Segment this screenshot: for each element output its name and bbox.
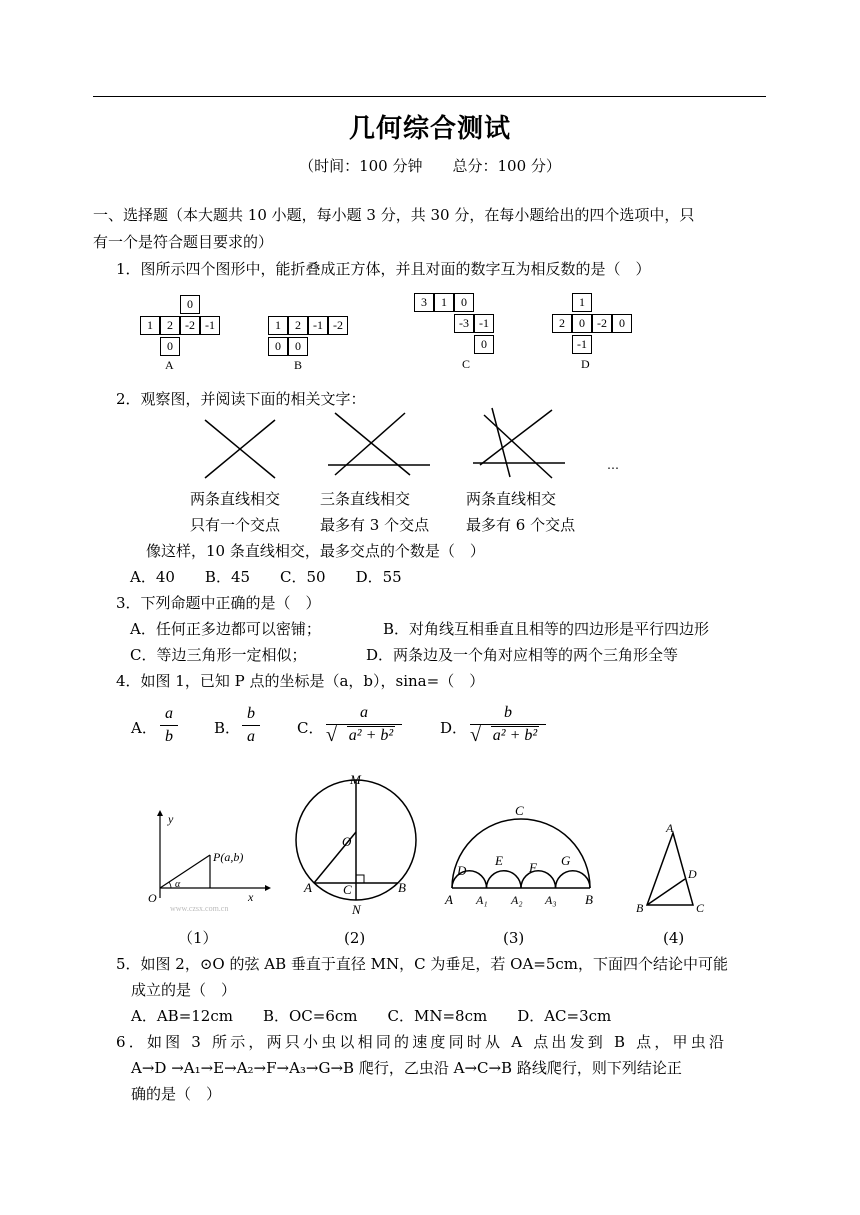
fraction-b [242, 705, 260, 746]
net-cell: 3 [414, 293, 434, 312]
caption-line2: 只有一个交点 [190, 516, 281, 534]
net-cell: -2 [592, 314, 612, 333]
question-6-cont: A→D →A₁→E→A₂→F→A₃→G→B 爬行，乙虫沿 A→C→B 路线爬行，则下列结论正 [131, 1059, 682, 1077]
angle-arc [169, 882, 171, 888]
angle-label: α [175, 879, 181, 890]
net-cell: -3 [454, 314, 474, 333]
figure-2 [295, 770, 420, 918]
net-label: B [294, 358, 303, 372]
net-cell: -2 [180, 316, 200, 335]
numerator: b [247, 705, 255, 722]
figure-3 [440, 800, 600, 912]
label-a: A [445, 892, 453, 907]
section-heading: 一、选择题（本大题共 10 小题，每小题 3 分，共 30 分，在每小题给出的四个选项中，只 [93, 206, 695, 224]
option-a: A．任何正多边都可以密铺； [130, 620, 321, 638]
question-4: 4．如图 1，已知 P 点的坐标是（a，b），sina=（ ） [116, 672, 485, 690]
fraction-a [160, 705, 178, 746]
denominator: a² + b² [492, 727, 538, 744]
fraction-bar [470, 724, 546, 725]
caption-line1: 两条直线相交 [190, 490, 281, 508]
origin-label: O [148, 891, 157, 905]
label-a1: A₁ [476, 893, 488, 907]
question-2-ask: 像这样，10 条直线相交，最多交点的个数是（ ） [146, 542, 485, 560]
net-cell: 0 [268, 337, 288, 356]
net-cell: 1 [140, 316, 160, 335]
net-label: C [462, 357, 471, 371]
net-cell: 2 [288, 316, 308, 335]
numerator: a [360, 704, 368, 721]
net-b [266, 295, 366, 375]
sqrt-denominator [470, 724, 546, 746]
intersecting-lines-figure [190, 405, 650, 485]
label-e: E [495, 853, 503, 868]
caption-line2: 最多有 3 个交点 [320, 516, 430, 534]
point-label: P(a,b) [213, 850, 244, 864]
x-label: x [248, 890, 254, 904]
option-a-label: A． [131, 719, 157, 737]
label-f: F [529, 860, 537, 875]
page-subtitle: （时间：100 分钟 总分：100 分） [299, 157, 561, 175]
option-d: D．两条边及一个角对应相等的两个三角形全等 [366, 646, 679, 664]
figure-caption: （1） [178, 929, 218, 947]
y-arrow-icon [157, 810, 163, 816]
ellipsis: … [607, 458, 619, 472]
figure-caption: (2) [344, 929, 366, 947]
label-d: D [457, 863, 467, 878]
label-g: G [561, 853, 571, 868]
net-d [550, 293, 650, 373]
figure-caption: (3) [503, 929, 525, 947]
figure-4 [628, 818, 718, 918]
label-b: B [636, 901, 644, 915]
small-semicircle [521, 871, 556, 888]
option-b-label: B． [214, 719, 241, 737]
net-cell: 2 [552, 314, 572, 333]
net-cell: -1 [474, 314, 494, 333]
label-b: B [585, 892, 593, 907]
net-cell: 0 [474, 335, 494, 354]
ray-op [160, 855, 210, 888]
net-cell: -1 [572, 335, 592, 354]
question-5: 5．如图 2，⊙O 的弦 AB 垂直于直径 MN，C 为垂足，若 OA=5cm，下面四个结论中可能 [116, 955, 729, 973]
fraction-d [470, 704, 546, 745]
sqrt-icon: √ [326, 724, 337, 746]
net-cell: -1 [308, 316, 328, 335]
y-label: y [168, 812, 174, 826]
x-arrow-icon [265, 885, 271, 891]
question-3: 3．下列命题中正确的是（ ） [116, 594, 321, 612]
net-a [138, 295, 228, 375]
watermark: www.czsx.com.cn [170, 904, 229, 913]
label-d: D [688, 867, 697, 881]
page-title: 几何综合测试 [348, 114, 511, 144]
label-a2: A₂ [511, 893, 523, 907]
label-a3: A₃ [545, 893, 557, 907]
label-m: M [350, 772, 361, 787]
header-rule [93, 96, 766, 97]
fraction-bar [326, 724, 402, 725]
net-cell: 1 [268, 316, 288, 335]
option-d-label: D． [440, 719, 468, 737]
caption-line1: 三条直线相交 [320, 490, 411, 508]
small-semicircle [556, 871, 591, 888]
line [484, 415, 552, 478]
denominator: a [247, 728, 255, 745]
net-cell: 2 [160, 316, 180, 335]
line [480, 410, 552, 465]
sqrt-icon: √ [470, 724, 481, 746]
label-c: C [696, 901, 705, 915]
numerator: b [504, 704, 512, 721]
denominator: a² + b² [348, 727, 394, 744]
option-c: C．等边三角形一定相似； [130, 646, 307, 664]
net-cell: 0 [612, 314, 632, 333]
fraction-bar [242, 725, 260, 726]
question-6-cont2: 确的是（ ） [131, 1085, 222, 1103]
net-cell: 0 [454, 293, 474, 312]
net-cell: 1 [572, 293, 592, 312]
question-5-options: A．AB=12cm B．OC=6cm C．MN=8cm D．AC=3cm [131, 1007, 612, 1025]
sqrt-denominator [326, 724, 402, 746]
small-semicircle [487, 871, 522, 888]
line [492, 408, 510, 477]
question-6: 6．如图 3 所示，两只小虫以相同的速度同时从 A 点出发到 B 点，甲虫沿 [116, 1033, 728, 1051]
caption-line1: 两条直线相交 [466, 490, 557, 508]
net-cell: 1 [434, 293, 454, 312]
option-c-label: C． [297, 719, 324, 737]
question-2-options: A．40 B．45 C．50 D．55 [130, 568, 402, 586]
net-cell: 0 [572, 314, 592, 333]
question-5-cont: 成立的是（ ） [131, 981, 237, 999]
figure-caption: (4) [663, 929, 685, 947]
caption-line2: 最多有 6 个交点 [466, 516, 576, 534]
net-cell: 0 [180, 295, 200, 314]
right-angle-mark [356, 875, 364, 883]
label-o: O [342, 834, 352, 849]
label-a: A [666, 821, 674, 835]
numerator: a [165, 705, 173, 722]
section-heading-cont: 有一个是符合题目要求的） [93, 233, 274, 251]
net-cell: -1 [200, 316, 220, 335]
question-2: 2．观察图，并阅读下面的相关文字： [116, 390, 366, 408]
figure-1 [140, 808, 275, 913]
segment-bd [647, 879, 685, 905]
label-c: C [343, 882, 352, 897]
option-b: B．对角线互相垂直且相等的四边形是平行四边形 [383, 620, 710, 638]
triangle-abc [647, 833, 693, 905]
denominator: b [165, 728, 173, 745]
net-c [412, 293, 512, 373]
net-label: D [581, 357, 590, 371]
net-label: A [165, 358, 174, 372]
label-b: B [398, 880, 406, 895]
net-cell: 0 [160, 337, 180, 356]
fraction-bar [160, 725, 178, 726]
net-cell: -2 [328, 316, 348, 335]
fraction-c [326, 704, 402, 745]
label-c: C [515, 803, 524, 818]
net-cell: 0 [288, 337, 308, 356]
question-1: 1．图所示四个图形中，能折叠成正方体，并且对面的数字互为相反数的是（ ） [116, 260, 651, 278]
label-a: A [304, 880, 312, 895]
label-n: N [352, 902, 361, 917]
